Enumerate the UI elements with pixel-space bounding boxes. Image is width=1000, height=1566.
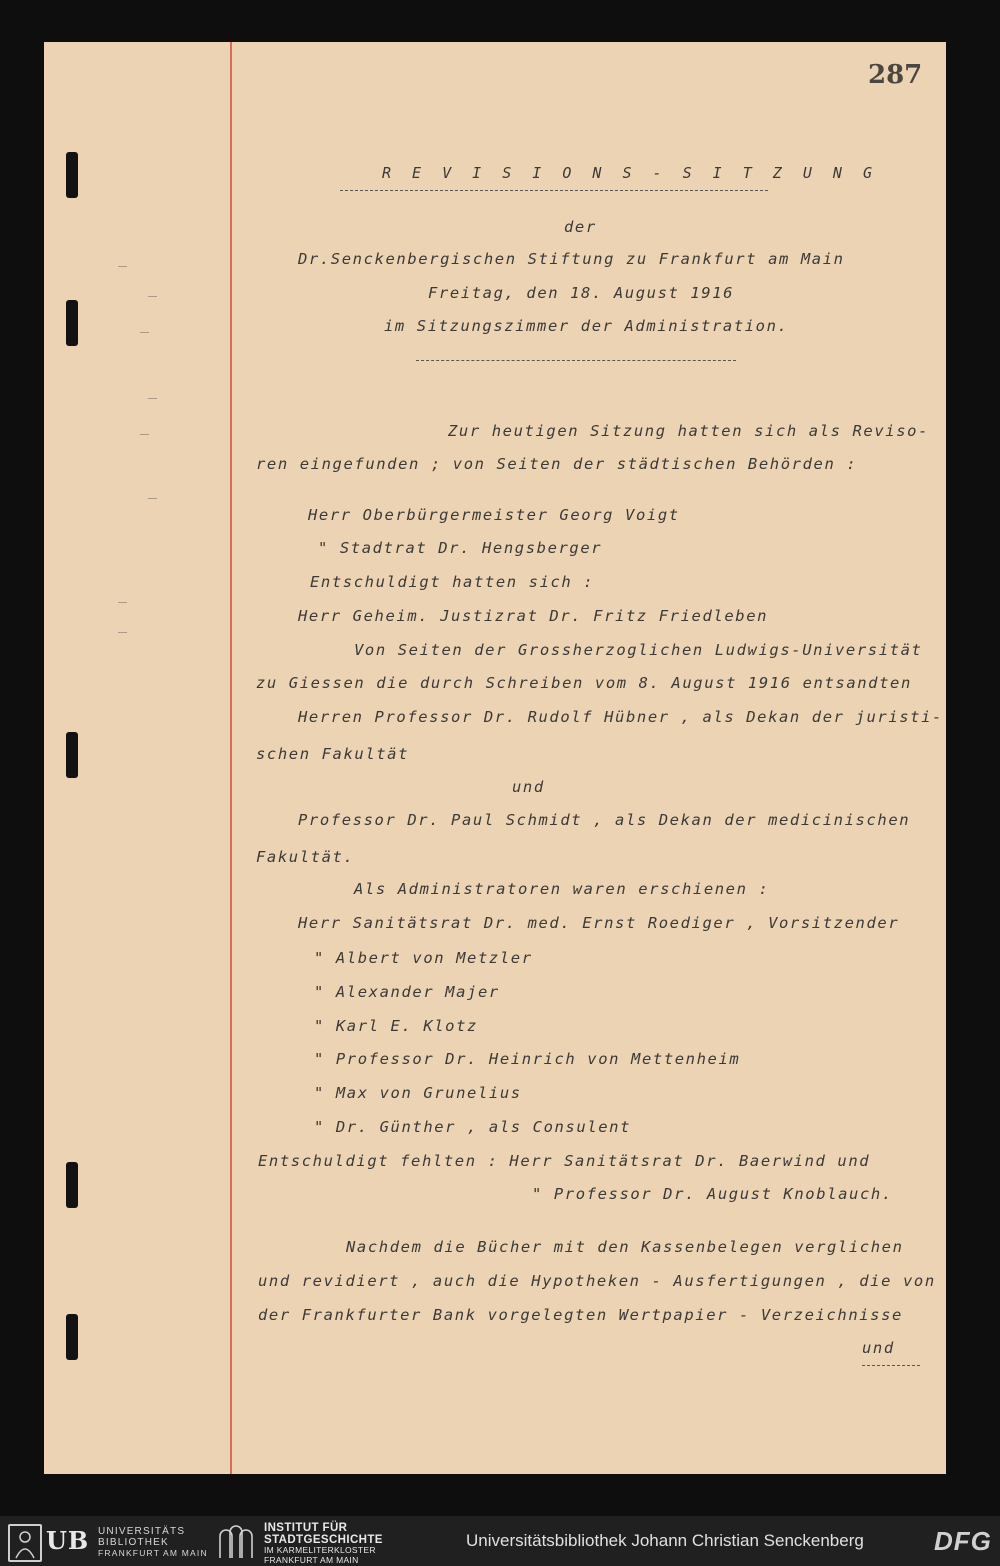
title-underline xyxy=(340,190,768,191)
footer-bar xyxy=(0,1516,1000,1566)
ub-text-line: BIBLIOTHEK xyxy=(98,1537,169,1548)
margin-tick xyxy=(148,296,157,297)
text-line: Entschuldigt hatten sich : xyxy=(310,573,595,591)
text-line: ren eingefunden ; von Seiten der städtischen Behörden : xyxy=(256,455,858,473)
isg-line: FRANKFURT AM MAIN xyxy=(264,1554,359,1565)
margin-tick xyxy=(140,434,149,435)
text-line: der xyxy=(564,218,597,236)
ub-text-line: UNIVERSITÄTS xyxy=(98,1526,186,1537)
university-library-logo xyxy=(8,1524,42,1562)
text-line: und xyxy=(862,1339,895,1357)
text-line: zu Giessen die durch Schreiben vom 8. August 1916 entsandten xyxy=(256,674,912,692)
divider-rule xyxy=(416,360,736,361)
text-line: Herr Sanitätsrat Dr. med. Ernst Roediger , Vorsitzender xyxy=(298,914,900,932)
text-line: " Professor Dr. Heinrich von Mettenheim xyxy=(314,1050,741,1068)
text-line: im Sitzungszimmer der Administration. xyxy=(384,317,789,335)
text-line: Dr.Senckenbergischen Stiftung zu Frankfurt am Main xyxy=(298,250,845,268)
text-line: Entschuldigt fehlten : Herr Sanitätsrat Dr. Baerwind und xyxy=(258,1152,871,1170)
text-line: Herren Professor Dr. Rudolf Hübner , als Dekan der juristi- xyxy=(298,708,943,726)
isg-line: IM KARMELITERKLOSTER xyxy=(264,1545,376,1555)
text-line: Nachdem die Bücher mit den Kassenbelegen verglichen xyxy=(346,1238,904,1256)
text-line: und xyxy=(512,778,545,796)
text-line: " Albert von Metzler xyxy=(314,949,533,967)
text-line: " Alexander Majer xyxy=(314,983,500,1001)
text-line: und revidiert , auch die Hypotheken - Ausfertigungen , die von xyxy=(258,1272,936,1290)
text-line: Herr Oberbürgermeister Georg Voigt xyxy=(308,506,680,524)
library-name: Universitätsbibliothek Johann Christian Senckenberg xyxy=(466,1531,864,1550)
page-number: 287 xyxy=(868,60,923,90)
isg-line: INSTITUT FÜR xyxy=(264,1522,348,1534)
text-line: Von Seiten der Grossherzoglichen Ludwigs-Universität xyxy=(354,641,923,659)
catchword-rule xyxy=(862,1365,920,1366)
punch-hole xyxy=(66,1162,78,1208)
document-title: R E V I S I O N S - S I T Z U N G xyxy=(382,164,879,182)
margin-tick xyxy=(118,602,127,603)
text-line: der Frankfurter Bank vorgelegten Wertpapier - Verzeichnisse xyxy=(258,1306,903,1324)
institute-logo-icon xyxy=(216,1524,256,1558)
text-line: Professor Dr. Paul Schmidt , als Dekan der medicinischen xyxy=(298,811,911,829)
margin-tick xyxy=(148,498,157,499)
punch-hole xyxy=(66,152,78,198)
text-line: " Professor Dr. August Knoblauch. xyxy=(532,1185,893,1203)
punch-hole xyxy=(66,1314,78,1360)
document-page xyxy=(44,42,946,1474)
text-line: " Stadtrat Dr. Hengsberger xyxy=(318,539,603,557)
text-line: Als Administratoren waren erschienen : xyxy=(354,880,770,898)
red-margin-line xyxy=(230,42,232,1474)
dfg-logo: DFG xyxy=(934,1526,992,1556)
margin-tick xyxy=(118,632,127,633)
text-line: Herr Geheim. Justizrat Dr. Fritz Friedleben xyxy=(298,607,769,625)
punch-hole xyxy=(66,732,78,778)
text-line: Fakultät. xyxy=(256,848,355,866)
margin-tick xyxy=(148,398,157,399)
margin-tick xyxy=(118,266,127,267)
text-line: schen Fakultät xyxy=(256,745,410,763)
ub-text-line: FRANKFURT AM MAIN xyxy=(98,1548,208,1558)
text-line: Freitag, den 18. August 1916 xyxy=(428,284,735,302)
punch-hole xyxy=(66,300,78,346)
margin-tick xyxy=(140,332,149,333)
isg-line: STADTGESCHICHTE xyxy=(264,1534,383,1546)
ub-logo-text: UB xyxy=(46,1526,90,1555)
text-line: Zur heutigen Sitzung hatten sich als Reviso- xyxy=(448,422,929,440)
institute-text xyxy=(264,1522,383,1565)
text-line: " Dr. Günther , als Consulent xyxy=(314,1118,632,1136)
text-line: " Max von Grunelius xyxy=(314,1084,522,1102)
text-line: " Karl E. Klotz xyxy=(314,1017,478,1035)
